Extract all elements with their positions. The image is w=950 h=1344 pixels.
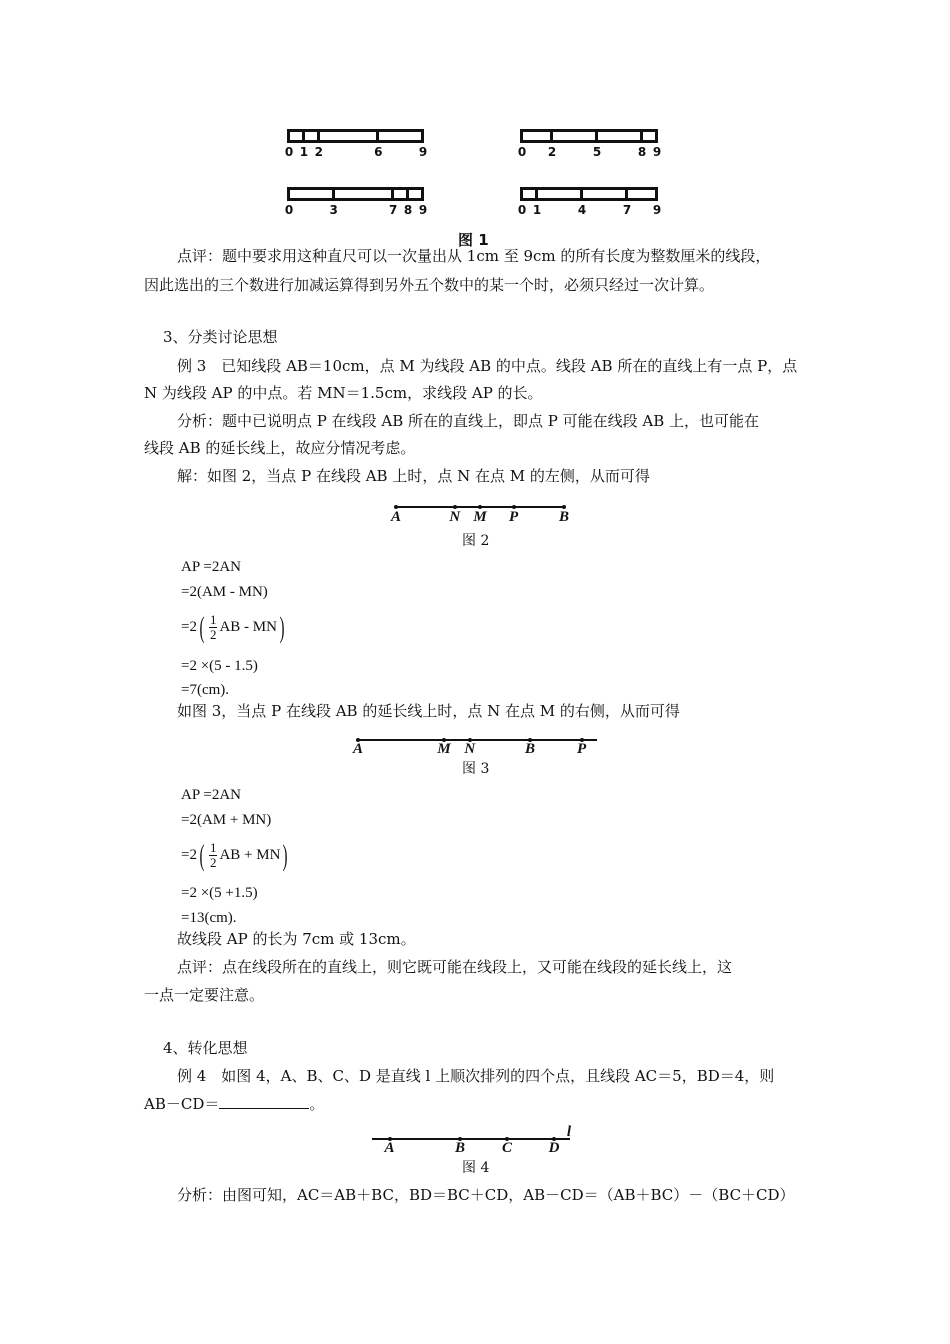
calc1-line3	[181, 609, 287, 645]
ruler-tick	[406, 187, 409, 201]
ruler-tick-label: 9	[652, 203, 662, 217]
ruler-tick	[376, 129, 379, 143]
ruler-tick-label: 1	[532, 203, 542, 217]
ruler-tick-label: 8	[403, 203, 413, 217]
calc1-line1: AP =2AN	[181, 559, 241, 575]
figure-4-caption: 图 4	[462, 1160, 490, 1176]
comment1-line2: 因此选出的三个数进行加减运算得到另外五个数中的某一个时，必须只经过一次计算。	[144, 276, 715, 294]
example3-line2: N 为线段 AP 的中点。若 MN＝1.5cm，求线段 AP 的长。	[144, 384, 543, 402]
calc1-line4: =2 ×(5 - 1.5)	[181, 658, 258, 674]
calc2-line4: =2 ×(5 +1.5)	[181, 885, 258, 901]
point-label-c: C	[501, 1140, 513, 1156]
calc2-line3	[181, 837, 290, 873]
ruler-tick-label: 0	[284, 145, 294, 159]
ruler-tick-label: 3	[329, 203, 338, 217]
ruler-tick	[640, 129, 643, 143]
ruler-tick	[332, 187, 335, 201]
ruler-a	[284, 129, 428, 163]
figure-4-line	[372, 1138, 570, 1140]
fraction-half	[209, 613, 218, 642]
figure-1-title: 图 1	[458, 231, 489, 249]
conclusion-line: 故线段 AP 的长为 7cm 或 13cm。	[177, 930, 416, 948]
example3-line1: 例 3 已知线段 AB＝10cm，点 M 为线段 AB 的中点。线段 AB 所在的直线上有一点 P，点	[177, 357, 798, 375]
ruler-tick	[625, 187, 628, 201]
calc2-line3-body: AB + MN	[219, 847, 281, 863]
figure-4-line-label: l	[566, 1124, 572, 1140]
ruler-tick	[580, 187, 583, 201]
example4-line1: 例 4 如图 4，A、B、C、D 是直线 l 上顺次排列的四个点，且线段 AC＝5，BD＝4，则	[177, 1067, 775, 1085]
point-label-n: N	[449, 509, 461, 525]
ruler-tick	[302, 129, 305, 143]
ruler-tick	[391, 187, 394, 201]
point-label-b: B	[454, 1140, 466, 1156]
right-paren: )	[282, 838, 288, 872]
example4-prefix: AB－CD＝	[144, 1095, 220, 1113]
fraction-denominator: 2	[209, 627, 217, 643]
figure-3-caption: 图 3	[462, 761, 490, 777]
ruler-tick-label: 2	[314, 145, 323, 159]
ruler-tick-label: 0	[517, 145, 527, 159]
ruler-tick-label: 0	[517, 203, 527, 217]
case2-line: 如图 3，当点 P 在线段 AB 的延长线上时，点 N 在点 M 的右侧，从而可得	[177, 702, 680, 720]
point-label-p: P	[509, 509, 519, 525]
figure-4	[372, 1124, 577, 1158]
analysis3-line2: 线段 AB 的延长线上，故应分情况考虑。	[144, 439, 416, 457]
ruler-tick-label: 6	[374, 145, 383, 159]
point-label-m: M	[473, 509, 487, 525]
point-label-b: B	[524, 741, 536, 757]
right-paren: )	[279, 610, 285, 644]
point-label-p: P	[577, 741, 587, 757]
fraction-denominator: 2	[209, 855, 217, 871]
ruler-tick-label: 9	[418, 203, 428, 217]
ruler-tick-label: 8	[637, 145, 647, 159]
ruler-tick-label: 2	[547, 145, 557, 159]
left-paren: (	[199, 610, 205, 644]
point-label-a: A	[390, 509, 402, 525]
comment1-line1: 点评：题中要求用这种直尺可以一次量出从 1cm 至 9cm 的所有长度为整数厘米的线段，	[177, 247, 771, 265]
point-label-a: A	[384, 1140, 395, 1156]
ruler-tick-label: 7	[622, 203, 632, 217]
section4-heading: 4、转化思想	[163, 1039, 248, 1057]
analysis4-line: 分析：由图可知，AC＝AB＋BC，BD＝BC＋CD，AB－CD＝（AB＋BC）－（BC＋CD）	[177, 1186, 795, 1204]
ruler-c	[284, 187, 428, 221]
calc1-line3-body: AB - MN	[219, 619, 277, 635]
figure-3-segment	[357, 739, 597, 741]
analysis3-line1: 分析：题中已说明点 P 在线段 AB 所在的直线上，即点 P 可能在线段 AB 上，也可能在	[177, 412, 760, 430]
section3-heading: 3、分类讨论思想	[163, 328, 278, 346]
ruler-tick	[317, 129, 320, 143]
answer-blank[interactable]	[219, 1094, 309, 1109]
ruler-body	[520, 129, 658, 143]
fraction-half	[209, 841, 218, 870]
ruler-tick-label: 0	[284, 203, 294, 217]
calc2-line2: =2(AM + MN)	[181, 812, 272, 828]
point-label-m: M	[437, 741, 451, 757]
ruler-tick-label: 1	[299, 145, 309, 159]
ruler-tick	[550, 129, 553, 143]
ruler-tick-label: 4	[577, 203, 587, 217]
calc1-line2: =2(AM - MN)	[181, 584, 268, 600]
calc2-line1: AP =2AN	[181, 787, 241, 803]
ruler-tick-label: 9	[418, 145, 428, 159]
point-label-d: D	[548, 1140, 560, 1156]
solution3-line: 解：如图 2，当点 P 在线段 AB 上时，点 N 在点 M 的左侧，从而可得	[177, 467, 650, 485]
example4-line2	[144, 1094, 324, 1114]
figure-2	[390, 500, 570, 530]
ruler-tick	[535, 187, 538, 201]
calc2-line5: =13(cm).	[181, 910, 237, 926]
comment3-line1: 点评：点在线段所在的直线上，则它既可能在线段上，又可能在线段的延长线上，这	[177, 958, 733, 976]
point-label-b: B	[558, 509, 570, 525]
point-label-n: N	[464, 741, 476, 757]
ruler-body	[287, 129, 424, 143]
ruler-tick-label: 5	[592, 145, 602, 159]
fraction-numerator: 1	[209, 840, 217, 856]
example4-suffix: 。	[309, 1095, 325, 1113]
comment3-line2: 一点一定要注意。	[144, 986, 265, 1004]
ruler-d	[517, 187, 662, 221]
calc1-line5: =7(cm).	[181, 682, 230, 698]
left-paren: (	[199, 838, 205, 872]
ruler-body	[520, 187, 658, 201]
ruler-tick-label: 9	[652, 145, 662, 159]
calc1-line3-prefix: =2	[181, 619, 197, 635]
fraction-numerator: 1	[209, 612, 217, 628]
ruler-body	[287, 187, 424, 201]
figure-2-caption: 图 2	[462, 533, 490, 549]
calc2-line3-prefix: =2	[181, 847, 197, 863]
point-label-a: A	[352, 741, 364, 757]
ruler-b	[517, 129, 662, 163]
ruler-tick-label: 7	[389, 203, 398, 217]
ruler-tick	[595, 129, 598, 143]
